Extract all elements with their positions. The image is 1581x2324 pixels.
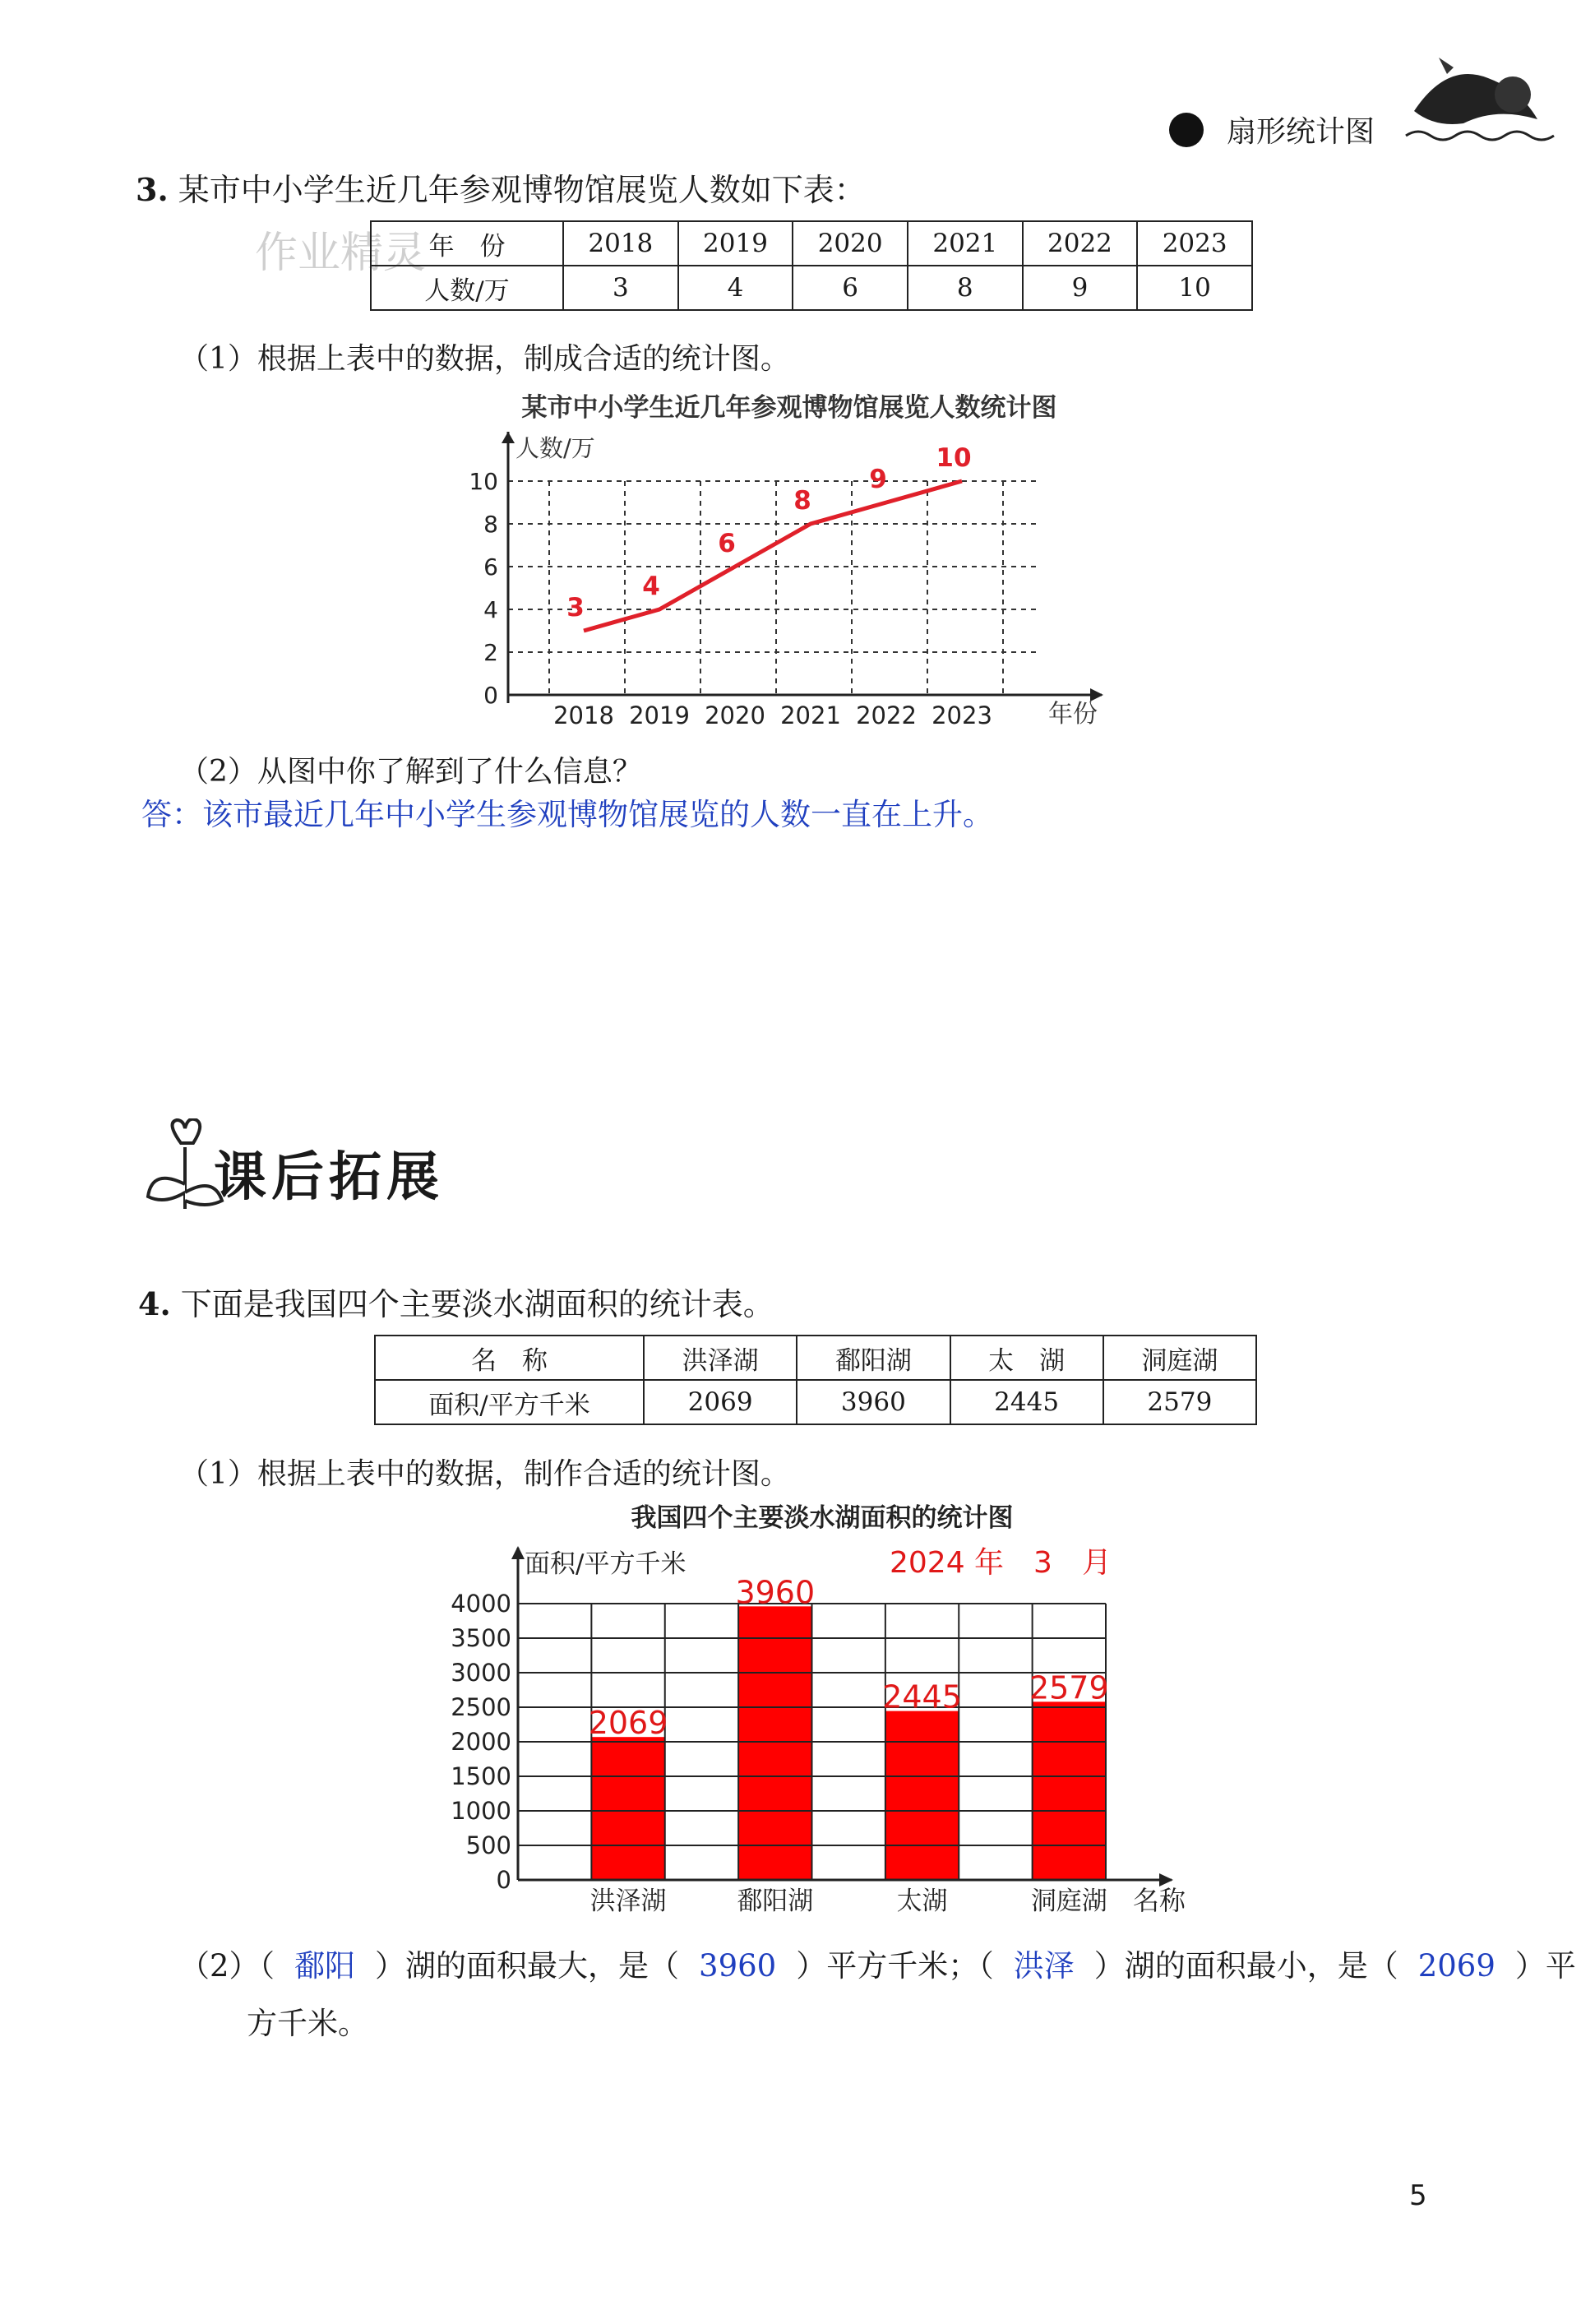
y-tick-label: 4 <box>483 596 498 623</box>
q3-sub1: （1）根据上表中的数据，制成合适的统计图。 <box>179 342 790 376</box>
q4-name: 鄱阳湖 <box>797 1336 950 1380</box>
y-tick-label: 3000 <box>451 1659 511 1687</box>
q3-text: 某市中小学生近几年参观博物馆展览人数如下表： <box>178 172 866 208</box>
data-label: 10 <box>936 443 972 473</box>
x-tick-label: 2023 <box>931 701 992 729</box>
q4-table-row-label: 面积/平方千米 <box>375 1380 644 1424</box>
line-chart-xlabel: 年份 <box>1048 700 1098 729</box>
q3-number: 3. <box>136 171 169 208</box>
y-tick-label: 1000 <box>451 1797 511 1825</box>
data-label: 3960 <box>735 1574 816 1611</box>
q4-sub2-text: ）平 <box>1514 1948 1576 1984</box>
q4-sub2 <box>179 1941 1576 1985</box>
q4-prompt <box>138 1279 774 1324</box>
q3-value: 10 <box>1137 266 1252 310</box>
q3-year: 2023 <box>1137 221 1252 266</box>
y-tick-label: 2 <box>483 639 498 666</box>
y-tick-label: 1500 <box>451 1762 511 1790</box>
q4-answer-smallest-area: 2069 <box>1417 1948 1495 1984</box>
bar-chart-ylabel: 面积/平方千米 <box>525 1549 686 1579</box>
data-label: 3 <box>566 593 585 623</box>
q4-table <box>374 1335 1257 1425</box>
line-series <box>584 481 962 631</box>
x-tick-label: 2019 <box>629 701 690 729</box>
header-title: 扇形统计图 <box>1227 115 1375 149</box>
y-axis-arrow <box>511 1546 525 1559</box>
q4-sub2-text: ）湖的面积最小，是（ <box>1093 1948 1398 1984</box>
data-label: 2069 <box>588 1705 668 1742</box>
q4-number: 4. <box>138 1285 171 1322</box>
bar-chart-title: 我国四个主要淡水湖面积的统计图 <box>631 1503 1014 1533</box>
q3-year: 2022 <box>1023 221 1138 266</box>
y-axis-arrow <box>502 432 515 443</box>
q4-value: 2579 <box>1103 1380 1256 1424</box>
y-tick-label: 6 <box>483 553 498 581</box>
x-tick-label: 2022 <box>856 701 917 729</box>
header-bullet <box>1169 113 1204 147</box>
q4-sub2-text: ）平方千米；（ <box>796 1948 994 1984</box>
x-tick-label: 2021 <box>780 701 841 729</box>
y-tick-label: 10 <box>469 468 498 495</box>
q3-year: 2020 <box>793 221 908 266</box>
q3-value: 8 <box>908 266 1023 310</box>
q3-year: 2019 <box>678 221 793 266</box>
q4-sub2-text: （2）（ <box>179 1948 275 1984</box>
q3-value: 9 <box>1023 266 1138 310</box>
data-label: 2445 <box>882 1678 962 1715</box>
q4-sub1: （1）根据上表中的数据，制作合适的统计图。 <box>179 1457 790 1491</box>
y-tick-label: 2000 <box>451 1728 511 1756</box>
data-label: 2579 <box>1029 1669 1109 1706</box>
watermark: 作业精灵 <box>255 229 427 278</box>
q3-value: 4 <box>678 266 793 310</box>
bird-logo-icon <box>1398 45 1562 144</box>
y-tick-label: 0 <box>483 682 498 709</box>
q4-value: 2069 <box>644 1380 797 1424</box>
q4-value: 2445 <box>950 1380 1103 1424</box>
q3-prompt <box>136 164 866 210</box>
q4-name: 洞庭湖 <box>1103 1336 1256 1380</box>
q4-answer-largest-area: 3960 <box>699 1948 777 1984</box>
x-tick-label: 2018 <box>553 701 614 729</box>
q4-name: 太 湖 <box>950 1336 1103 1380</box>
data-label: 4 <box>642 572 660 601</box>
q3-sub2: （2）从图中你了解到了什么信息？ <box>179 755 642 789</box>
q3-year: 2021 <box>908 221 1023 266</box>
data-label: 8 <box>793 486 811 516</box>
bar <box>738 1606 811 1880</box>
q3-answer: 答：该市最近几年中小学生参观博物馆展览的人数一直在上升。 <box>141 797 993 832</box>
y-tick-label: 8 <box>483 511 498 538</box>
bar <box>591 1737 664 1880</box>
q4-answer-smallest-lake: 洪泽 <box>1013 1948 1075 1984</box>
bar-chart <box>428 1497 1217 1933</box>
q3-table <box>370 220 1253 311</box>
bar-chart-date: 2024 年 3 月 <box>890 1546 1112 1580</box>
x-tick-label: 洞庭湖 <box>1030 1887 1107 1916</box>
x-tick-label: 2020 <box>705 701 765 729</box>
q3-table-row-label: 人数/万 <box>371 266 563 310</box>
y-tick-label: 500 <box>465 1831 511 1859</box>
y-tick-label: 3500 <box>451 1624 511 1652</box>
q4-name: 洪泽湖 <box>644 1336 797 1380</box>
q4-sub2-line2: 方千米。 <box>247 2006 368 2041</box>
q4-text: 下面是我国四个主要淡水湖面积的统计表。 <box>180 1286 774 1322</box>
q3-year: 2018 <box>563 221 678 266</box>
q3-value: 6 <box>793 266 908 310</box>
q3-value: 3 <box>563 266 678 310</box>
y-tick-label: 0 <box>496 1866 511 1894</box>
q4-value: 3960 <box>797 1380 950 1424</box>
x-tick-label: 太湖 <box>896 1887 948 1916</box>
x-tick-label: 洪泽湖 <box>589 1887 667 1916</box>
y-tick-label: 2500 <box>451 1693 511 1721</box>
section-banner <box>140 1118 551 1225</box>
bar-chart-xlabel: 名称 <box>1133 1885 1186 1916</box>
q4-answer-largest-lake: 鄱阳 <box>294 1948 356 1984</box>
line-chart <box>460 387 1118 740</box>
bar <box>885 1711 959 1880</box>
data-label: 9 <box>869 465 887 494</box>
q4-table-header: 名 称 <box>375 1336 644 1380</box>
page-number: 5 <box>1409 2179 1427 2212</box>
q3-table-header: 年 份 <box>371 221 563 266</box>
bar <box>1033 1701 1106 1880</box>
section-title: 课后拓展 <box>214 1146 444 1208</box>
y-tick-label: 4000 <box>451 1590 511 1618</box>
x-tick-label: 鄱阳湖 <box>737 1887 814 1916</box>
line-chart-ylabel: 人数/万 <box>515 434 595 462</box>
data-label: 6 <box>718 529 736 558</box>
line-chart-title: 某市中小学生近几年参观博物馆展览人数统计图 <box>521 393 1057 423</box>
q4-sub2-text: ）湖的面积最大，是（ <box>375 1948 680 1984</box>
